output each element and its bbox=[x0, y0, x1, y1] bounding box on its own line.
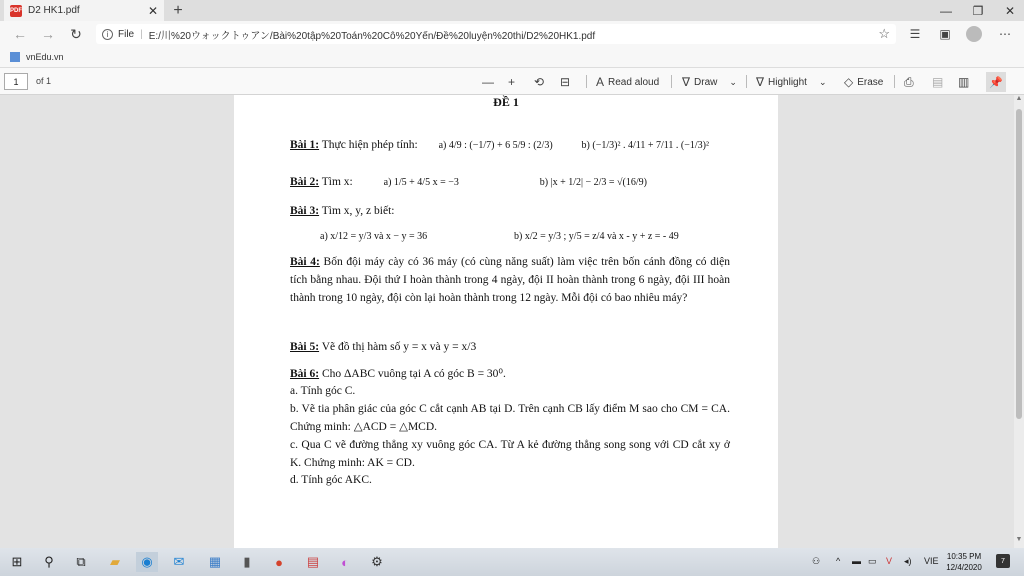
address-bar[interactable] bbox=[96, 24, 896, 44]
rotate-icon[interactable]: ⟲ bbox=[534, 75, 545, 89]
app-icon[interactable]: ▮ bbox=[243, 554, 251, 569]
draw-icon: ∇ bbox=[682, 75, 691, 89]
draw-label: Draw bbox=[694, 76, 718, 88]
pdf-toolbar bbox=[0, 68, 1024, 95]
profile-avatar[interactable] bbox=[966, 26, 982, 42]
url-text[interactable]: E:/川%20ウォックトゥアン/Bài%20tập%20Toán%20Cô%20Yến/Đề%20luyện%20thi/D2%20HK1.pdf bbox=[148, 30, 596, 42]
toolbar-divider bbox=[746, 75, 747, 88]
collections-icon[interactable]: ▣ bbox=[939, 27, 951, 41]
exercise-text: Tìm x, y, z biết: bbox=[321, 205, 395, 217]
url-separator: | bbox=[140, 28, 143, 40]
favorite-link[interactable]: vnEdu.vn bbox=[26, 52, 64, 62]
exercise-part: a. Tính góc C. bbox=[290, 385, 356, 397]
read-aloud-button[interactable] bbox=[596, 74, 659, 90]
unikey-icon[interactable]: V bbox=[886, 556, 893, 566]
exercise-part: b) x/2 = y/3 ; y/5 = z/4 và x - y + z = - 49 bbox=[514, 231, 679, 242]
chevron-down-icon[interactable]: ⌄ bbox=[729, 76, 737, 87]
exercise-label: Bài 1: bbox=[290, 139, 320, 151]
chevron-down-icon[interactable]: ⌄ bbox=[818, 76, 827, 87]
highlight-button[interactable] bbox=[756, 74, 827, 90]
pdf-page bbox=[234, 95, 778, 548]
print-icon[interactable]: ⎙ bbox=[904, 74, 914, 89]
highlight-icon: ∇ bbox=[756, 75, 765, 89]
exercise-part: c. Qua C vẽ đường thẳng xy vuông góc CA. Từ A kẻ đường thẳng song song với CD cắt xy ở K. Chứng minh: AK = CD. bbox=[290, 439, 730, 469]
chevron-up-icon[interactable]: ^ bbox=[836, 556, 841, 566]
exercise-text: Vẽ đồ thị hàm số y = x và y = x/3 bbox=[321, 341, 477, 353]
exercise-part: d. Tính góc AKC. bbox=[290, 474, 372, 486]
tab-strip bbox=[0, 0, 1024, 21]
minimize-button[interactable]: — bbox=[940, 3, 952, 18]
restore-button[interactable]: ❐ bbox=[972, 3, 984, 18]
edge-icon[interactable]: ◉ bbox=[136, 552, 158, 572]
exercise-6 bbox=[290, 366, 506, 380]
toolbar-divider bbox=[586, 75, 587, 88]
address-bar-row bbox=[0, 21, 1024, 47]
pin-icon[interactable]: 📌 bbox=[986, 72, 1006, 92]
scroll-down-icon[interactable]: ▼ bbox=[1015, 536, 1023, 543]
exercise-label: Bài 3: bbox=[290, 205, 320, 217]
site-icon bbox=[10, 52, 20, 62]
page-heading: ĐỀ 1 bbox=[493, 95, 519, 109]
volume-icon[interactable]: ◂) bbox=[904, 556, 912, 566]
language-indicator[interactable]: VIE bbox=[924, 556, 939, 566]
draw-button[interactable] bbox=[682, 74, 737, 90]
battery-icon[interactable]: ▬ bbox=[852, 556, 861, 566]
notification-badge[interactable]: 7 bbox=[996, 554, 1010, 568]
exercise-part: a) x/12 = y/3 và x − y = 36 bbox=[320, 231, 428, 242]
read-aloud-label: Read aloud bbox=[608, 76, 660, 88]
info-icon[interactable]: i bbox=[102, 29, 113, 40]
exercise-4 bbox=[290, 253, 730, 307]
favorite-star-icon[interactable]: ☆ bbox=[878, 26, 890, 41]
pdf-icon: PDF bbox=[10, 5, 22, 17]
exercise-part: b) |x + 1/2| − 2/3 = √(16/9) bbox=[539, 177, 647, 188]
exercise-2 bbox=[290, 176, 647, 188]
eraser-icon: ◇ bbox=[844, 75, 854, 89]
exercise-part: a) 1/5 + 4/5 x = −3 bbox=[383, 177, 459, 188]
settings-gear-icon[interactable]: ⚙ bbox=[371, 554, 383, 569]
more-icon[interactable]: ⋯ bbox=[999, 27, 1011, 41]
exercise-part: b) (−1/3)² . 4/11 + 7/11 . (−1/3)² bbox=[581, 140, 709, 151]
exercise-label: Bài 4: bbox=[290, 256, 320, 268]
forward-icon[interactable]: → bbox=[41, 26, 55, 42]
page-count: of 1 bbox=[36, 76, 52, 86]
erase-button[interactable] bbox=[844, 74, 883, 90]
tab-title: D2 HK1.pdf bbox=[28, 5, 80, 16]
toolbar-divider bbox=[671, 75, 672, 88]
browser-tab[interactable] bbox=[4, 0, 164, 21]
exercise-label: Bài 6: bbox=[290, 368, 320, 380]
close-window-button[interactable]: ✕ bbox=[1004, 3, 1016, 18]
fit-page-icon[interactable]: ⊟ bbox=[560, 75, 571, 89]
exercise-part: b. Vẽ tia phân giác của góc C cắt cạnh AB tại D. Trên cạnh CB lấy điểm M sao cho CM = CA. Chứng minh: △ACD = △MCD. bbox=[290, 403, 730, 433]
clock-time: 10:35 PM bbox=[946, 552, 982, 561]
pdf-viewer bbox=[0, 95, 1024, 548]
search-icon[interactable]: ⚲ bbox=[44, 554, 54, 569]
zoom-in-icon[interactable]: + bbox=[508, 75, 516, 89]
tab-close-icon[interactable]: ✕ bbox=[147, 3, 158, 18]
read-aloud-icon: A bbox=[596, 75, 605, 89]
exercise-label: Bài 5: bbox=[290, 341, 320, 353]
erase-label: Erase bbox=[857, 76, 884, 88]
mail-icon[interactable]: ✉ bbox=[173, 554, 185, 569]
app-icon[interactable]: ▦ bbox=[208, 554, 222, 569]
chrome-icon[interactable]: ● bbox=[275, 554, 283, 570]
scroll-thumb[interactable] bbox=[1016, 109, 1022, 419]
vertical-scrollbar[interactable] bbox=[1014, 95, 1024, 548]
taskbar bbox=[0, 548, 1024, 576]
network-icon[interactable]: ▭ bbox=[868, 556, 877, 566]
exercise-text: Cho ΔABC vuông tại A có góc B = 30⁰. bbox=[321, 368, 506, 380]
zoom-out-icon[interactable]: — bbox=[482, 75, 494, 89]
save-as-icon[interactable]: ▥ bbox=[958, 75, 970, 89]
url-scheme-label: File bbox=[118, 28, 135, 40]
task-view-icon[interactable]: ⧉ bbox=[76, 554, 86, 569]
clock-date: 12/4/2020 bbox=[946, 563, 982, 572]
new-tab-button[interactable]: + bbox=[173, 1, 183, 19]
exercise-text: Bốn đội máy cày có 36 máy (có cùng năng suất) làm việc trên bốn cánh đồng có diện tích bằng nhau. Đội thứ I hoàn thành trong 4 ngày, đội II hoàn thành trong 6 ngày, đội III hoàn thành trong 10 ngày, đội còn lại hoàn thành trong 12 ngày. Mỗi đội có bao nhiêu máy? bbox=[290, 256, 730, 304]
exercise-label: Bài 2: bbox=[290, 176, 320, 188]
clock[interactable] bbox=[940, 551, 988, 573]
windows-start-icon[interactable]: ⊞ bbox=[11, 554, 23, 569]
toolbar-divider bbox=[894, 75, 895, 88]
exercise-5 bbox=[290, 341, 476, 353]
back-icon[interactable]: ← bbox=[13, 26, 27, 42]
app-icon[interactable]: ◐ bbox=[341, 554, 349, 570]
exercise-text: Tìm x: bbox=[321, 176, 353, 188]
page-number-input[interactable]: 1 bbox=[4, 73, 28, 90]
exercise-3 bbox=[290, 205, 394, 217]
exercise-part: a) 4/9 : (−1/7) + 6 5/9 : (2/3) bbox=[438, 140, 553, 151]
save-icon[interactable]: ▤ bbox=[932, 75, 944, 89]
people-icon[interactable]: ⚇ bbox=[812, 556, 821, 566]
highlight-label: Highlight bbox=[768, 76, 807, 88]
scroll-up-icon[interactable]: ▲ bbox=[1015, 95, 1023, 102]
app-icon[interactable]: ▤ bbox=[306, 554, 320, 569]
refresh-icon[interactable]: ↻ bbox=[70, 25, 82, 42]
file-explorer-icon[interactable]: ▰ bbox=[110, 554, 120, 569]
favorites-bar bbox=[0, 47, 1024, 68]
exercise-1 bbox=[290, 139, 709, 151]
exercise-text: Thực hiện phép tính: bbox=[321, 139, 418, 151]
favorites-icon[interactable]: ☰ bbox=[909, 27, 921, 41]
